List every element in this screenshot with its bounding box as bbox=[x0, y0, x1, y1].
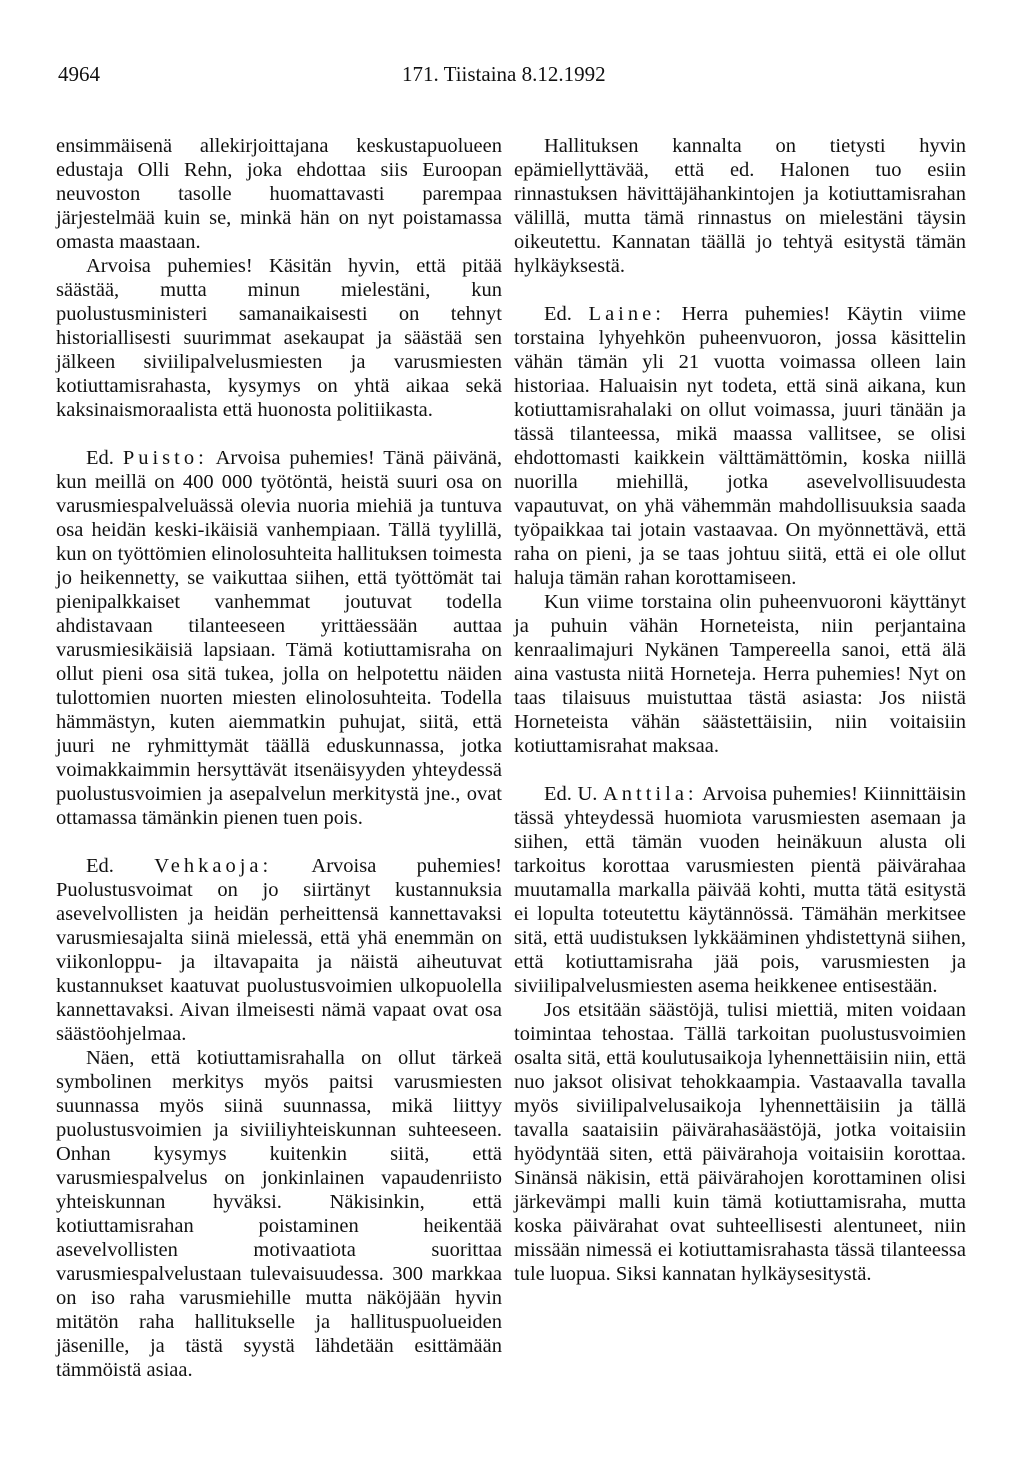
speech-text: Arvoisa puhemies! Tänä päivänä, kun meillä on 400 000 työtöntä, heistä suuri osa on varusmiespalveluässä olevia nuoria miehiä ja tuntuva osa heidän keski-ikäisiä vanhempiaan. Tällä tyylillä, kun on työttömien elinolosuhteita hallituksen toimesta jo heikennetty, se vaikuttaa siihen, että työttömät tai pienipalkkaiset vanhemmat joutuvat todella ahdistavaan tilanteeseen yrittäessään auttaa varusmiesikäisiä lapsiaan. Tämä kotiuttamisraha on ollut pieni osa sitä tukea, jolla on helpotettu näiden tulottomien nuorten miesten elinolosuhteita. Todella hämmästyn, kuten aiemmatkin puhujat, siitä, että juuri ne ryhmittymät täällä eduskunnassa, jotka voimakkaimmin hersyttävät itsenäisyyden yhteydessä puolustusvoimien ja asepalvelun merkitystä jne., ovat ottamassa tämänkin pienen tuen pois. bbox=[56, 447, 503, 829]
paragraph: Arvoisa puhemies! Käsitän hyvin, että pitää säästää, mutta minun mielestäni, kun puolustusministeri samanaikaisesti on tehnyt historiallisesti suurimmat asekaupat ja säästää sen jälkeen siviilipalvelusmiesten ja varusmiesten kotiuttamisrahasta, kysymys on yhtä aikaa sekä kaksinaismoraalista että huonosta politiikasta. bbox=[56, 255, 502, 421]
paragraph: Hallituksen kannalta on tietysti hyvin epämiellyttävää, että ed. Halonen tuo esiin rinnastuksen hävittäjähankintojen ja kotiuttamisrahan välillä, mutta tämä rinnastus on mielestäni täysin oikeutettu. Kannatan täällä jo tehtyä esitystä tämän hylkäyksestä. bbox=[514, 135, 966, 277]
paragraph: Jos etsitään säästöjä, tulisi miettiä, miten voidaan toimintaa tehostaa. Tällä tarkoitan puolustusvoimien osalta sitä, että koulutusaikoja lyhennettäisiin niin, että nuo jaksot olisivat tehokkaampia. Vastaavalla tavalla myös siviilipalvelusaikoja lyhennettäisiin ja tällä tavalla saataisiin päivärahasäästöjä, jotka voitaisiin hyödyntää siten, että päivärahoja voitaisiin korottaa. Sinänsä näkisin, että päivärahojen korottaminen olisi järkevämpi malli kuin tämä kotiuttamisraha, mutta koska päivärahat ovat suhteellisesti alentuneet, niin missään nimessä ei kotiuttamisrahasta tässä tilanteessa tule luopua. Siksi kannatan hylkäysesitystä. bbox=[514, 999, 966, 1285]
left-column bbox=[56, 134, 502, 1382]
speaker-name: Laine: bbox=[588, 303, 665, 325]
right-column bbox=[514, 134, 966, 1286]
speaker-prefix: Ed. bbox=[544, 303, 572, 325]
speech-puisto bbox=[56, 446, 502, 830]
speaker-name: Puisto: bbox=[122, 447, 208, 469]
speech-text: Herra puhemies! Käytin viime torstaina lyhyehkön puheenvuoron, jossa käsittelin vähän tämän yli 21 vuotta voimassa olleen lain historiaa. Haluaisin nyt todeta, että sinä aikana, kun kotiuttamisrahalaki on ollut voimassa, juuri tänään ja tässä tilanteessa, mikä maassa vallitsee, se olisi ehdottomasti kaikkein välttämättömin, koska niillä nuorilla miehillä, jotka asevelvollisuudesta vapautuvat, on yhä vähemmän mahdollisuuksia saada työpaikkaa tai jotain vastaavaa. On myönnettävä, että raha on pieni, ja se taas johtuu siitä, että ei ole ollut haluja tämän rahan korottamiseen. bbox=[514, 303, 967, 589]
speaker-prefix: Ed. bbox=[86, 447, 114, 469]
speech-vehkaoja bbox=[56, 854, 502, 1046]
paragraph: Näen, että kotiuttamisrahalla on ollut tärkeä symbolinen merkitys myös paitsi varusmiesten suunnassa myös siinä suunnassa, mikä liittyy puolustusvoimien ja siviiliyhteiskunnan suhteeseen. Onhan kysymys kuitenkin siitä, että varusmiespalvelus on jonkinlainen vapaudenriisto yhteiskunnan hyväksi. Näkisinkin, että kotiuttamisrahan poistaminen heikentää asevelvollisten motivaatiota suorittaa varusmiespalvelustaan tulevaisuudessa. 300 markkaa on iso raha varusmiehille mutta näköjään hyvin mitätön raha hallitukselle ja hallituspuolueiden jäsenille, ja tästä syystä lähdetään esittämään tämmöistä asiaa. bbox=[56, 1047, 502, 1381]
speech-anttila bbox=[514, 782, 966, 998]
paragraph: ensimmäisenä allekirjoittajana keskustapuolueen edustaja Olli Rehn, joka ehdottaa siis Euroopan neuvoston tasolle huomattavasti parempaa järjestelmää kuin se, minkä hän on nyt poistamassa omasta maastaan. bbox=[56, 135, 502, 253]
speaker-prefix: Ed. U. bbox=[544, 783, 598, 805]
speaker-prefix: Ed. bbox=[86, 855, 114, 877]
speaker-name: Anttila: bbox=[602, 783, 698, 805]
speech-laine bbox=[514, 302, 966, 590]
paragraph: Kun viime torstaina olin puheenvuoroni käyttänyt ja puhuin vähän Horneteista, niin perjantaina kenraalimajuri Nykänen Tampereella sanoi, että älä aina vastusta niitä Horneteja. Herra puhemies! Nyt on taas tilaisuus muistuttaa tästä asiasta: Jos niistä Horneteista vähän säästettäisiin, niin voitaisiin kotiuttamisrahat maksaa. bbox=[514, 591, 966, 757]
session-header: 171. Tiistaina 8.12.1992 bbox=[402, 62, 606, 86]
speech-text: Arvoisa puhemies! Kiinnittäisin tässä yhteydessä huomiota varusmiesten asemaan ja siihen, että tämän vuoden heinäkuun alusta oli tarkoitus korottaa varusmiesten pientä päivärahaa muutamalla markalla päivää kohti, mutta tätä esitystä ei lopulta toteutettu käytännössä. Tämähän merkitsee sitä, että uudistuksen lykkääminen yhdistettynä siihen, että kotiuttamisraha jää pois, varusmiesten ja siviilipalvelusmiesten asema heikkenee entisestään. bbox=[514, 783, 967, 997]
speech-text: Arvoisa puhemies! Puolustusvoimat on jo siirtänyt kustannuksia asevelvollisten ja heidän perheittensä kannettavaksi varusmiesajalta siinä mielessä, että yhä enemmän on viikonloppu- ja iltavapaita ja näistä aiheutuvat kustannukset kaatuvat puolustusvoimien ulkopuolella kannettavaksi. Aivan ilmeisesti nämä vapaat ovat osa säästöohjelmaa. bbox=[56, 855, 502, 1045]
page-number: 4964 bbox=[58, 62, 100, 86]
speaker-name: Vehkaoja: bbox=[154, 855, 273, 877]
